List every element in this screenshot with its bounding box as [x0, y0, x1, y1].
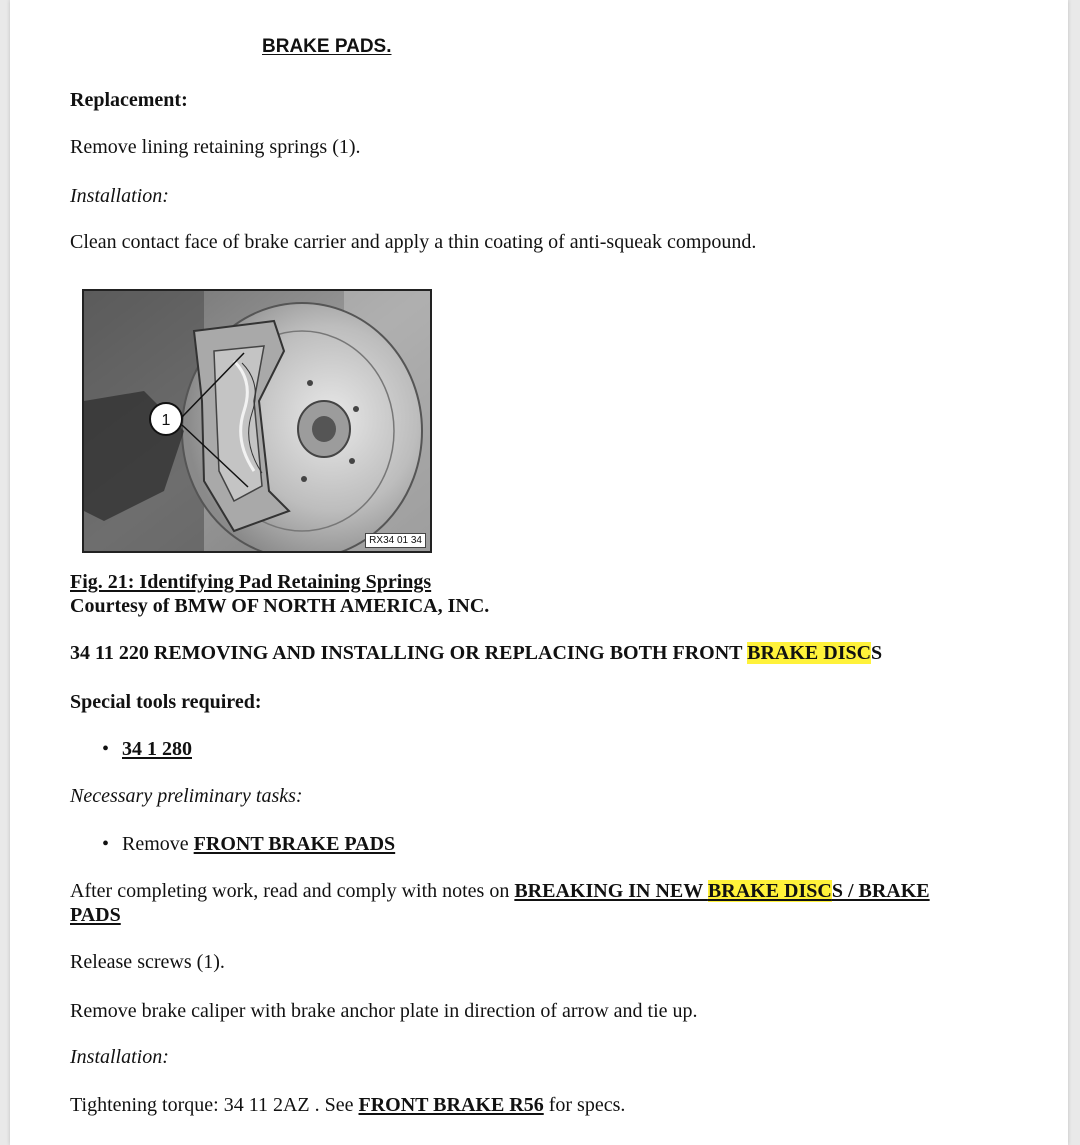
breaking-in-link[interactable] [514, 880, 929, 902]
breaking-in-link-highlight[interactable]: BRAKE DISC [707, 880, 832, 902]
bullet-icon: • [102, 738, 110, 760]
page-heading: BRAKE PADS. [262, 36, 392, 57]
replacement-label: Replacement: [70, 89, 188, 111]
section-title-prefix: 34 11 220 REMOVING AND INSTALLING OR REPLACING BOTH FRONT [70, 642, 748, 664]
front-brake-r56-link[interactable]: FRONT BRAKE R56 [358, 1094, 544, 1116]
figure-courtesy: Courtesy of BMW OF NORTH AMERICA, INC. [70, 595, 490, 617]
breaking-in-link-line2[interactable]: PADS [70, 904, 121, 926]
bullet-icon: • [102, 833, 110, 855]
preliminary-task-prefix: Remove [122, 833, 194, 855]
tool-link[interactable]: 34 1 280 [122, 738, 192, 760]
figure-code: RX34 01 34 [365, 533, 426, 548]
callout-number: 1 [161, 412, 171, 429]
brake-assembly-figure [82, 289, 432, 553]
remove-caliper-step: Remove brake caliper with brake anchor plate in direction of arrow and tie up. [70, 1000, 698, 1022]
torque-note [70, 1093, 625, 1117]
installation-label-2: Installation: [70, 1046, 169, 1068]
figure-caption[interactable]: Fig. 21: Identifying Pad Retaining Springs [70, 571, 432, 593]
installation-label: Installation: [70, 185, 169, 207]
front-brake-pads-link[interactable]: FRONT BRAKE PADS [193, 833, 396, 855]
preliminary-tasks-label: Necessary preliminary tasks: [70, 785, 303, 807]
after-work-note [70, 879, 930, 903]
torque-prefix: Tightening torque: 34 11 2AZ . See [70, 1094, 359, 1116]
after-work-prefix: After completing work, read and comply with notes on [70, 880, 515, 902]
breaking-in-link-part2[interactable]: S / BRAKE [831, 880, 930, 902]
clean-contact-instruction: Clean contact face of brake carrier and apply a thin coating of anti-squeak compound. [70, 231, 757, 253]
special-tools-label: Special tools required: [70, 691, 262, 713]
torque-suffix: for specs. [543, 1094, 626, 1116]
release-screws-step: Release screws (1). [70, 951, 225, 973]
preliminary-task [122, 832, 395, 856]
section-title-highlight: BRAKE DISC [747, 642, 872, 664]
step-remove-springs: Remove lining retaining springs (1). [70, 136, 361, 158]
document-page [10, 0, 1068, 1145]
brake-assembly-illustration [84, 291, 430, 551]
section-title-suffix: S [871, 642, 883, 664]
section-title [70, 641, 882, 665]
breaking-in-link-part1[interactable]: BREAKING IN NEW [514, 880, 708, 902]
